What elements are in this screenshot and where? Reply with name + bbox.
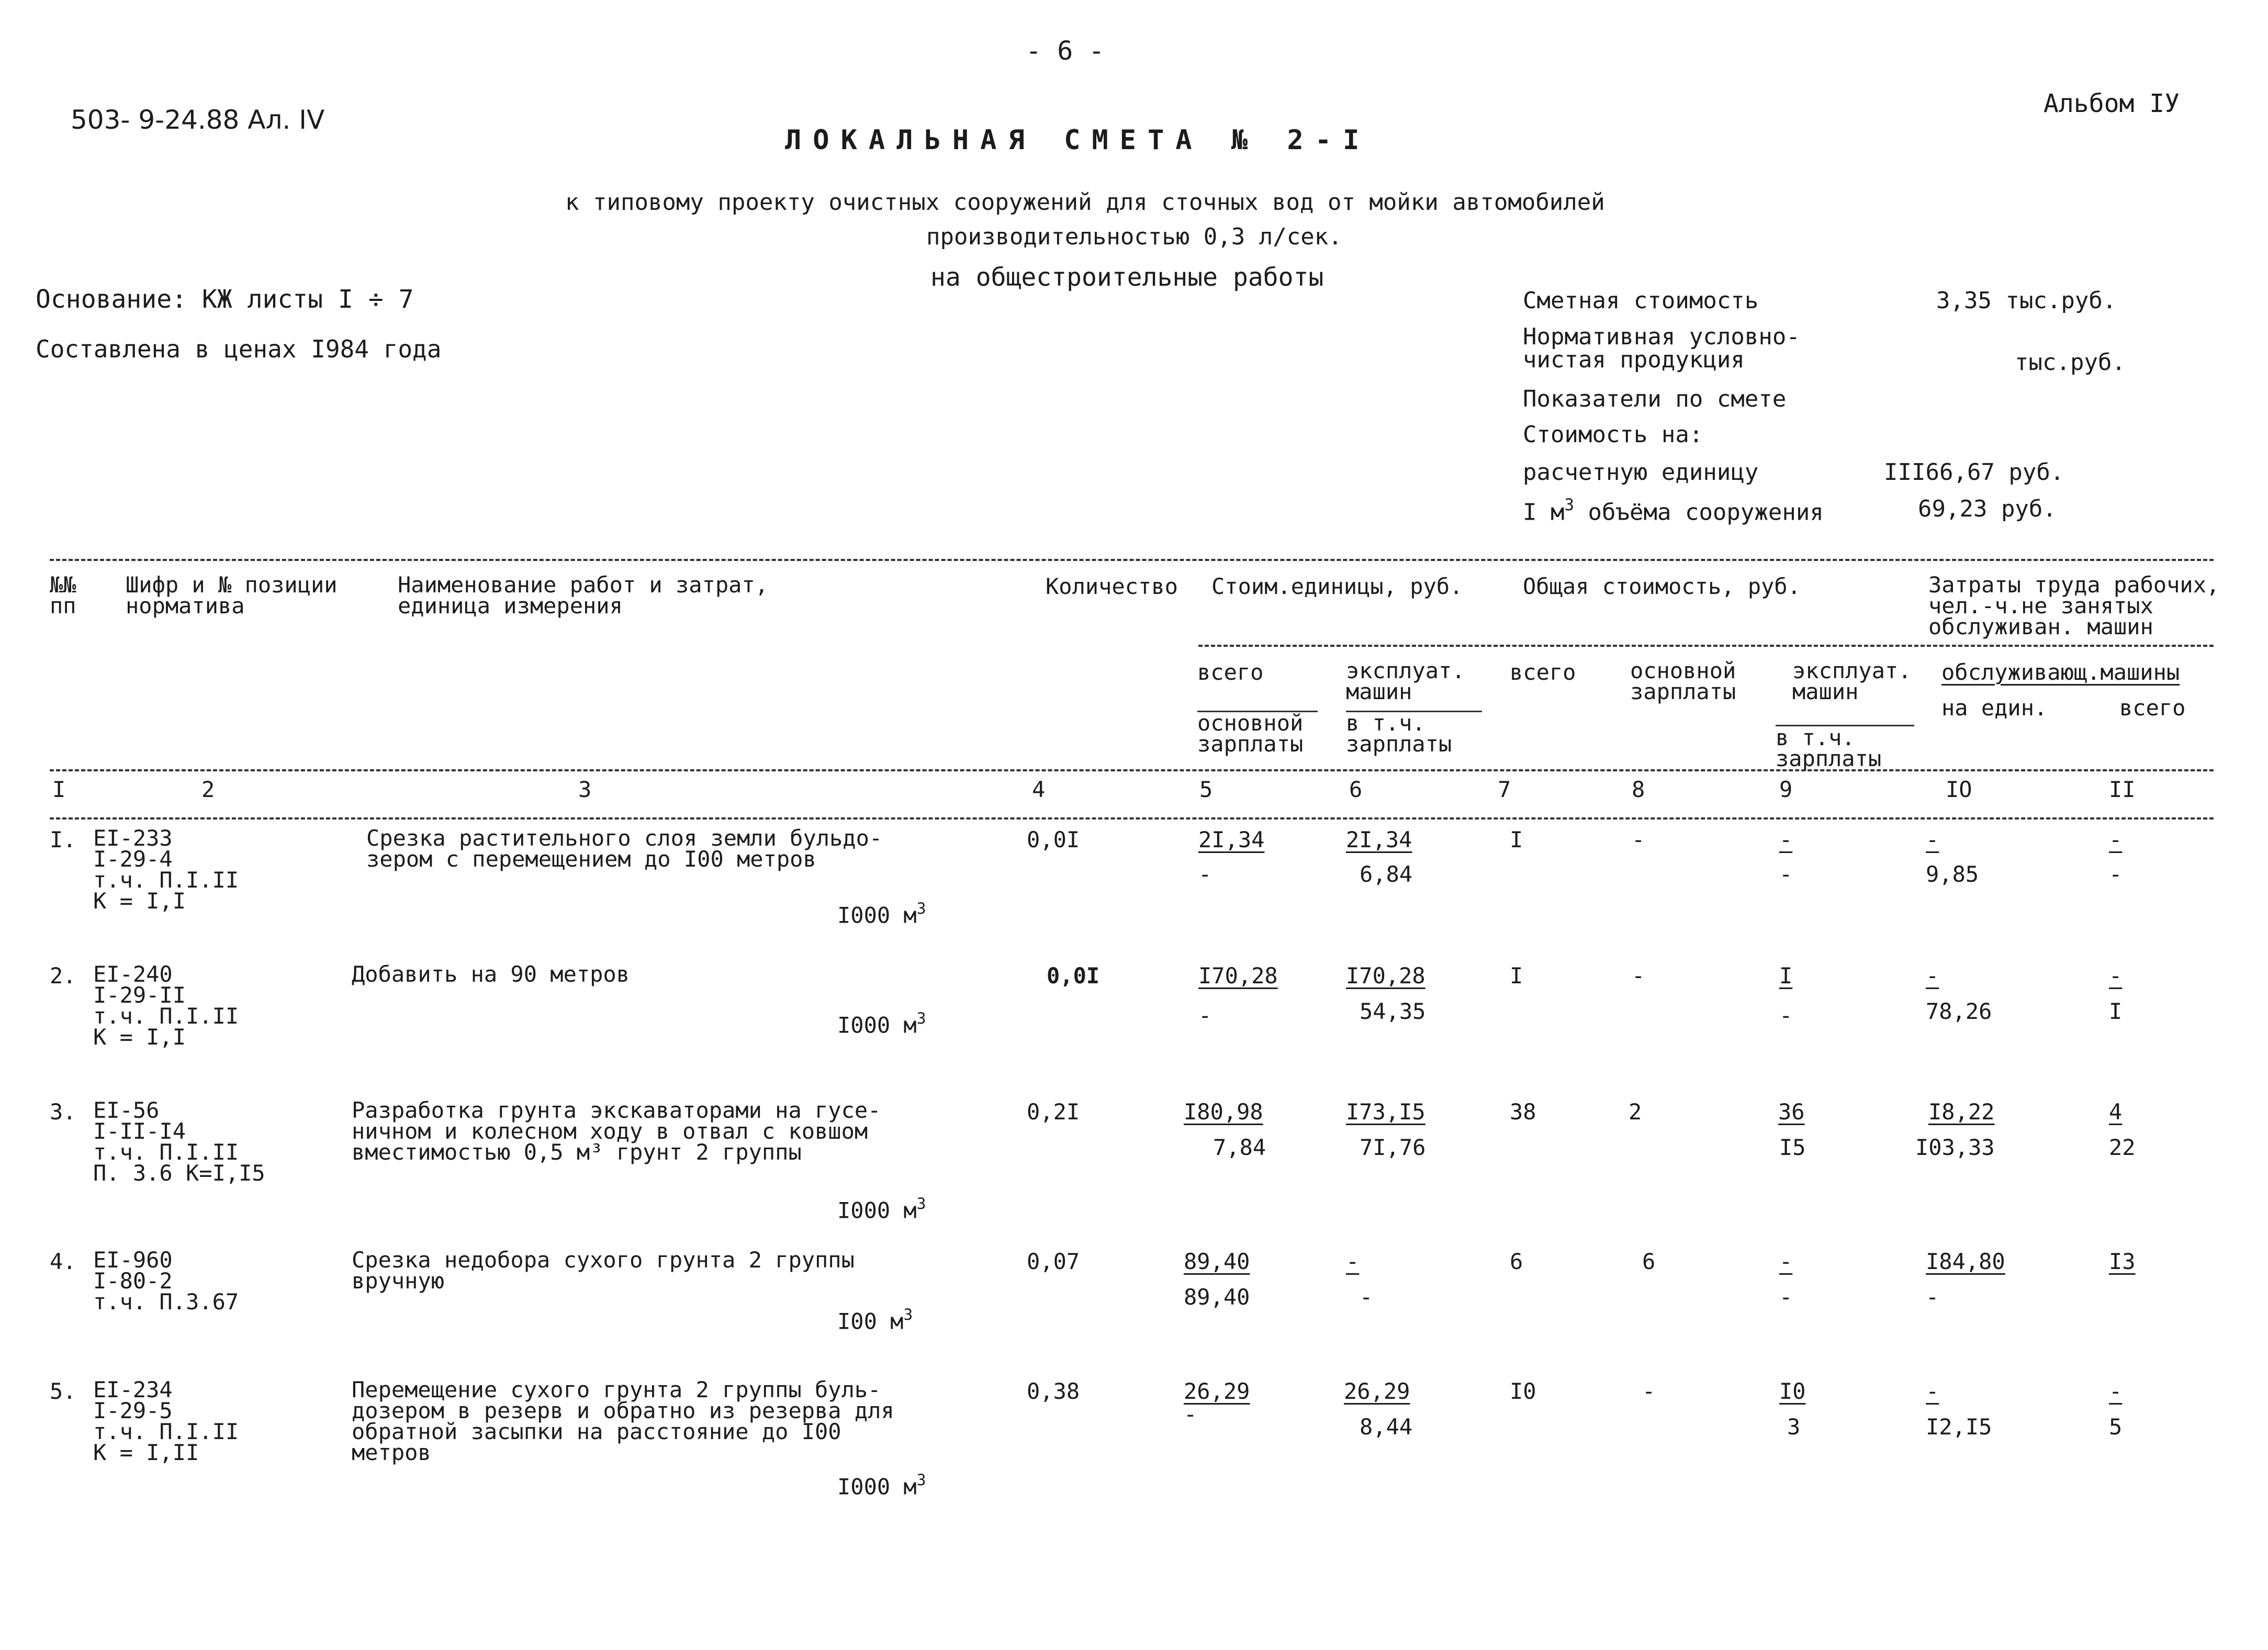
row-c10-bottom: I03,33 — [1915, 1135, 1995, 1160]
row-unit: I000 $м^3$ — [837, 1471, 926, 1500]
row-c6-bottom: - — [1360, 1284, 1373, 1310]
row-c10-top: I8,22 — [1928, 1099, 1995, 1125]
header-c11: всего — [2119, 695, 2186, 721]
header-c5-bottom: основной зарплаты — [1197, 710, 1304, 757]
col-number: 8 — [1632, 777, 1645, 802]
row-c6-top: - — [1346, 1249, 1360, 1274]
col-number: 9 — [1779, 777, 1793, 802]
row-c6-bottom: 6,84 — [1360, 861, 1413, 887]
row-c5-top: I80,98 — [1184, 1099, 1263, 1125]
row-c11-top: - — [2109, 827, 2123, 852]
row-unit: I000 $м^3$ — [837, 1195, 926, 1224]
row-c10-top: - — [1926, 1378, 1939, 1404]
row-c5-bottom: - — [1184, 1401, 1197, 1427]
col-number: 3 — [578, 777, 592, 802]
row-code: EI-56 I-II-I4 т.ч. П.I.II П. 3.6 К=I,I5 — [93, 1097, 265, 1186]
row-number: I. — [50, 827, 76, 852]
header-col-7-9: Общая стоимость, руб. — [1523, 574, 1801, 599]
prices-year: Составлена в ценах I984 года — [36, 335, 442, 363]
volume-cost-label: I $м^3$ объёма сооружения — [1523, 496, 1824, 526]
header-c8: основной зарплаты — [1630, 658, 1736, 704]
header-c6-top: эксплуат. машин — [1346, 658, 1465, 704]
header-c9-top: эксплуат. машин — [1792, 658, 1912, 704]
row-c6-top: 26,29 — [1344, 1378, 1410, 1404]
row-c10-bottom: 78,26 — [1926, 998, 1992, 1024]
unit-cost-label: расчетную единицу — [1523, 459, 1759, 486]
row-c7: I — [1510, 963, 1523, 989]
row-c10-top: I84,80 — [1926, 1249, 2005, 1274]
indicators-label: Показатели по смете — [1523, 386, 1787, 412]
row-c9-top: I0 — [1779, 1378, 1806, 1404]
row-c6-top: 2I,34 — [1346, 827, 1412, 852]
row-number: 3. — [50, 1099, 76, 1125]
album-label: Альбом IУ — [2044, 89, 2180, 118]
row-c11-top: 4 — [2109, 1099, 2123, 1125]
header-c10-11-sub: обслуживающ.машины — [1941, 659, 2180, 685]
header-col-2: Шифр и № позиции норматива — [126, 572, 338, 619]
row-c5-bottom: - — [1198, 861, 1212, 887]
row-c5-bottom: 7,84 — [1213, 1135, 1266, 1160]
row-code: EI-234 I-29-5 т.ч. П.I.II К = I,II — [93, 1377, 239, 1465]
col-number: 4 — [1032, 777, 1046, 802]
row-number: 5. — [50, 1378, 76, 1404]
row-unit: I00 $м^3$ — [837, 1306, 913, 1334]
subtitle-project: к типовому проекту очистных сооружений для сточных вод от мойки автомобилей — [565, 189, 1605, 216]
row-qty: 0,07 — [1027, 1249, 1080, 1274]
header-c10: на един. — [1941, 695, 2048, 721]
header-col-3: Наименование работ и затрат, единица измерения — [398, 572, 769, 619]
row-c9-bottom: - — [1779, 1284, 1793, 1310]
row-c10-top: - — [1926, 963, 1939, 989]
normative-product-label: Нормативная условно- чистая продукция — [1523, 323, 1800, 373]
basis-line: Основание: КЖ листы I ÷ 7 — [36, 285, 414, 314]
page-number: - 6 - — [1026, 36, 1105, 66]
row-c10-bottom: 9,85 — [1926, 861, 1979, 887]
row-c5-bottom: - — [1198, 1003, 1212, 1028]
row-c10-top: - — [1926, 827, 1939, 852]
row-c5-bottom: 89,40 — [1184, 1284, 1250, 1310]
header-c5-top: всего — [1197, 659, 1264, 685]
row-c9-top: - — [1779, 1249, 1793, 1274]
col-number: I — [52, 777, 66, 802]
row-c9-bottom: 3 — [1787, 1414, 1801, 1440]
col-number: IO — [1946, 777, 1972, 802]
header-col-4: Количество — [1046, 574, 1178, 599]
row-c9-top: 36 — [1778, 1099, 1805, 1125]
row-c6-top: I70,28 — [1346, 963, 1425, 989]
col-number: 6 — [1349, 777, 1363, 802]
row-qty: 0,2I — [1027, 1099, 1080, 1125]
document-title: ЛОКАЛЬНАЯ СМЕТА № 2-I — [785, 125, 1371, 156]
row-c7: 38 — [1510, 1099, 1536, 1125]
row-c7: I0 — [1510, 1378, 1536, 1404]
row-name: Добавить на 90 метров — [352, 961, 630, 987]
row-qty: 0,0I — [1047, 963, 1100, 989]
normative-product-value: тыс.руб. — [2015, 349, 2126, 376]
row-c5-top: 26,29 — [1184, 1378, 1250, 1404]
unit-cost-value: III66,67 руб. — [1884, 459, 2064, 486]
header-c6-bottom: в т.ч. зарплаты — [1346, 710, 1452, 757]
row-code: EI-233 I-29-4 т.ч. П.I.II К = I,I — [93, 825, 239, 914]
row-c6-bottom: 54,35 — [1360, 998, 1426, 1024]
row-unit: I000 $м^3$ — [837, 1009, 926, 1038]
row-c6-bottom: 7I,76 — [1360, 1135, 1426, 1160]
row-c9-top: - — [1779, 827, 1793, 852]
document-code: 503- 9-24.88 Ал. IV — [71, 105, 325, 135]
row-c5-top: I70,28 — [1198, 963, 1278, 989]
row-c6-bottom: 8,44 — [1360, 1414, 1413, 1440]
row-c7: I — [1510, 827, 1523, 852]
header-c9-bottom: в т.ч. зарплаты — [1776, 725, 1882, 771]
header-col-5-6: Стоим.единицы, руб. — [1211, 574, 1463, 599]
row-name: Срезка растительного слоя земли бульдо- зером с перемещением до I00 метров — [366, 825, 883, 872]
volume-cost-value: 69,23 руб. — [1918, 496, 2057, 522]
row-c11-top: I3 — [2109, 1249, 2136, 1274]
row-c9-bottom: - — [1779, 861, 1793, 887]
row-c9-top: I — [1779, 963, 1793, 989]
row-c8: - — [1632, 963, 1645, 989]
table-top-rule — [50, 559, 2214, 561]
row-code: EI-240 I-29-II т.ч. П.I.II К = I,I — [93, 961, 239, 1050]
row-c9-bottom: I5 — [1779, 1135, 1806, 1160]
row-c8: - — [1642, 1378, 1656, 1404]
row-c7: 6 — [1510, 1249, 1523, 1274]
subtitle-capacity: производительностью 0,3 л/сек. — [926, 223, 1342, 250]
row-qty: 0,0I — [1027, 827, 1080, 852]
header-col-1: №№ пп — [50, 572, 76, 619]
header-c7: всего — [1510, 659, 1576, 685]
row-unit: I000 $м^3$ — [837, 900, 926, 928]
row-c9-bottom: - — [1779, 1003, 1793, 1028]
row-c8: - — [1632, 827, 1645, 852]
header-col-10-11: Затраты труда рабочих, чел.-ч.не занятых обслуживан. машин — [1928, 572, 2220, 639]
col-number: 2 — [201, 777, 215, 802]
row-qty: 0,38 — [1027, 1378, 1080, 1404]
header-mid-rule — [1198, 645, 2214, 647]
estimated-cost-value: 3,35 тыс.руб. — [1936, 287, 2117, 314]
header-rule — [50, 769, 2214, 771]
row-c11-bottom: 5 — [2109, 1414, 2123, 1440]
row-c6-top: I73,I5 — [1346, 1099, 1425, 1125]
row-number: 2. — [50, 963, 76, 989]
row-code: EI-960 I-80-2 т.ч. П.3.67 — [93, 1247, 239, 1315]
row-c5-top: 2I,34 — [1198, 827, 1265, 852]
row-c10-bottom: - — [1926, 1284, 1939, 1310]
estimated-cost-label: Сметная стоимость — [1523, 287, 1759, 314]
row-c11-bottom: 22 — [2109, 1135, 2136, 1160]
row-c5-top: 89,40 — [1184, 1249, 1250, 1274]
col-number: 5 — [1199, 777, 1213, 802]
row-c11-bottom: I — [2109, 998, 2123, 1024]
row-c11-bottom: - — [2109, 861, 2123, 887]
row-number: 4. — [50, 1249, 76, 1274]
cost-on-label: Стоимость на: — [1523, 421, 1703, 448]
row-name: Срезка недобора сухого грунта 2 группы вручную — [352, 1247, 855, 1294]
row-c11-top: - — [2109, 1378, 2123, 1404]
row-name: Разработка грунта экскаваторами на гусе- ничном и колесном ходу в отвал с ковшом вместимостью 0,5 м³ грунт 2 группы — [352, 1097, 881, 1165]
col-number: II — [2109, 777, 2136, 802]
column-numbers-rule — [50, 817, 2214, 820]
subtitle-works: на общестроительные работы — [930, 263, 1324, 292]
row-c11-top: - — [2109, 963, 2123, 989]
row-name: Перемещение сухого грунта 2 группы буль- дозером в резерв и обратно из резерва для обратной засыпки на расстояние до I00 метров — [352, 1377, 894, 1465]
row-c10-bottom: I2,I5 — [1926, 1414, 1992, 1440]
col-number: 7 — [1498, 777, 1511, 802]
row-c8: 2 — [1629, 1099, 1642, 1125]
row-c8: 6 — [1642, 1249, 1656, 1274]
